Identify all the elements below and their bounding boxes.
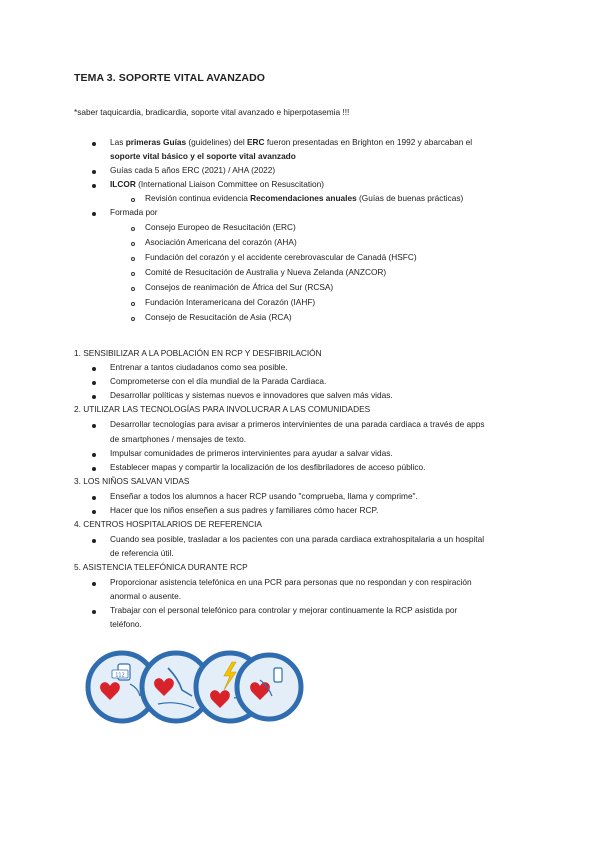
sign-label: 112 [115, 672, 125, 679]
section-1-heading: 1. SENSIBILIZAR A LA POBLACIÓN EN RCP Y DESFIBRILACIÓN [74, 348, 322, 358]
page-title: TEMA 3. SOPORTE VITAL AVANZADO [74, 72, 266, 84]
bullet-icon [92, 539, 96, 543]
member-item: Fundación Interamericana del Corazón (IAHF) [145, 297, 316, 307]
bullet-icon [92, 510, 96, 514]
chain-link-4 [237, 655, 301, 719]
circle-bullet-icon [131, 272, 135, 276]
section-4-item: Cuando sea posible, trasladar a los pacientes con una parada cardiaca extrahospitalaria a un hospital [110, 534, 485, 544]
bullet-icon [92, 381, 96, 385]
member-item: Fundación del corazón y el accidente cerebrovascular de Canadá (HSFC) [145, 252, 417, 262]
section-2-item: Establecer mapas y compartir la localización de los desfibriladores de acceso público. [110, 462, 426, 472]
bullet-icon [92, 170, 96, 174]
circle-bullet-icon [131, 257, 135, 261]
monitor-icon [274, 668, 282, 682]
member-item: Asociación Americana del corazón (AHA) [145, 237, 297, 247]
bullet-icon [92, 367, 96, 371]
section-4-item-cont: de referencia útil. [110, 548, 174, 558]
section-3-heading: 3. LOS NIÑOS SALVAN VIDAS [74, 476, 190, 486]
study-note: *saber taquicardia, bradicardia, soporte vital avanzado e hiperpotasemia !!! [74, 107, 350, 117]
section-2-item: Impulsar comunidades de primeros intervinientes para ayudar a salvar vidas. [110, 448, 393, 458]
circle-bullet-icon [131, 317, 135, 321]
section-5-item: Trabajar con el personal telefónico para controlar y mejorar continuamente la RCP asistida por [110, 605, 458, 615]
section-5-item-cont: teléfono. [110, 619, 142, 629]
section-1-item: Comprometerse con el día mundial de la Parada Cardiaca. [110, 376, 327, 386]
member-item: Consejos de reanimación de África del Sur (RCSA) [145, 282, 334, 292]
bullet-icon [92, 496, 96, 500]
bullet-icon [92, 424, 96, 428]
section-2-item: Desarrollar tecnologías para avisar a primeros intervinientes de una parada cardiaca a través de apps [110, 419, 485, 429]
section-1-item: Entrenar a tantos ciudadanos como sea posible. [110, 362, 288, 372]
chain-of-survival-figure [84, 644, 304, 730]
section-5-item-cont: anormal o ausente. [110, 591, 182, 601]
intro-bullet-guidelines: Las primeras Guías (guidelines) del ERC fueron presentadas en Brighton en 1992 y abarcaban el [110, 137, 473, 147]
bullet-icon [92, 184, 96, 188]
bullet-icon [92, 453, 96, 457]
bullet-icon [92, 142, 96, 146]
member-item: Comité de Resucitación de Australia y Nueva Zelanda (ANZCOR) [145, 267, 387, 277]
member-item: Consejo de Resucitación de Asia (RCA) [145, 312, 292, 322]
circle-bullet-icon [131, 242, 135, 246]
bullet-icon [92, 212, 96, 216]
bullet-icon [92, 395, 96, 399]
section-2-heading: 2. UTILIZAR LAS TECNOLOGÍAS PARA INVOLUCRAR A LAS COMUNIDADES [74, 404, 371, 414]
member-item: Consejo Europeo de Resucitación (ERC) [145, 222, 296, 232]
section-5-item: Proporcionar asistencia telefónica en una PCR para personas que no respondan y con respiración [110, 577, 472, 587]
circle-bullet-icon [131, 302, 135, 306]
bullet-icon [92, 467, 96, 471]
section-1-item: Desarrollar políticas y sistemas nuevos e innovadores que salven más vidas. [110, 390, 393, 400]
intro-bullet-formed-by: Formada por [110, 207, 158, 217]
circle-bullet-icon [131, 227, 135, 231]
intro-bullet-ilcor: ILCOR (International Liaison Committee on Resuscitation) [110, 179, 324, 189]
bullet-icon [92, 610, 96, 614]
circle-bullet-icon [131, 287, 135, 291]
section-3-item: Hacer que los niños enseñen a sus padres y familiares cómo hacer RCP. [110, 505, 379, 515]
ilcor-sub-review: Revisión continua evidencia Recomendaciones anuales (Guías de buenas prácticas) [145, 193, 464, 203]
section-5-heading: 5. ASISTENCIA TELEFÓNICA DURANTE RCP [74, 562, 248, 572]
section-4-heading: 4. CENTROS HOSPITALARIOS DE REFERENCIA [74, 519, 262, 529]
bullet-icon [92, 582, 96, 586]
circle-bullet-icon [131, 198, 135, 202]
section-2-item-cont: de smartphones / mensajes de texto. [110, 434, 247, 444]
section-3-item: Enseñar a todos los alumnos a hacer RCP usando "comprueba, llama y comprime". [110, 491, 418, 501]
intro-bullet-frequency: Guías cada 5 años ERC (2021) / AHA (2022) [110, 165, 276, 175]
intro-bullet-guidelines-cont: soporte vital básico y el soporte vital avanzado [110, 151, 296, 161]
